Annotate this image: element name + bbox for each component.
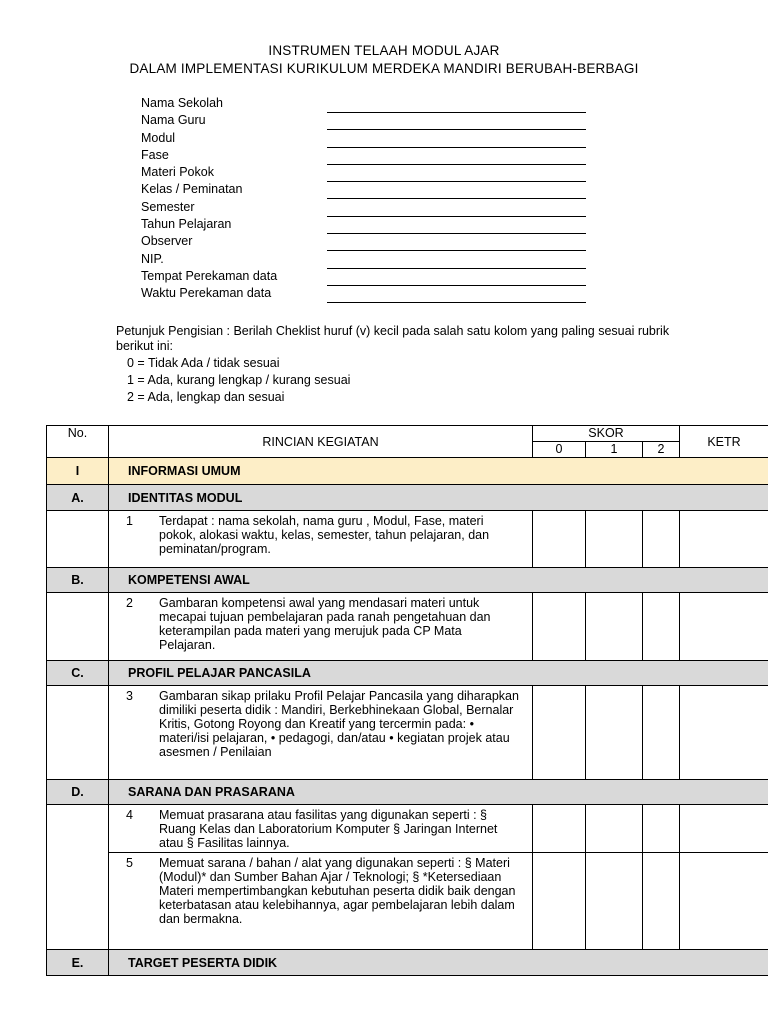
field-label: Semester (141, 199, 195, 214)
ketr-cell[interactable] (680, 853, 768, 950)
fill-line[interactable] (327, 147, 586, 148)
fill-line[interactable] (327, 216, 586, 217)
field-label: Tempat Perekaman data (141, 268, 278, 283)
score-cell-1[interactable] (586, 853, 643, 950)
field-label: Nama Sekolah (141, 96, 223, 110)
item-number: 5 (126, 856, 133, 870)
score-cell-0[interactable] (533, 853, 586, 950)
section-title: PROFIL PELAJAR PANCASILA (109, 661, 768, 686)
section-code: C. (47, 661, 109, 686)
score-cell-1[interactable] (586, 593, 643, 661)
item-text: Gambaran kompetensi awal yang mendasari materi untuk mecapai tujuan pembelajaran pada ranah pengetahuan dan keterampilan pada materi yang merujuk pada CP Mata Pelajaran. (159, 596, 491, 652)
item-number: 2 (126, 596, 133, 610)
rubric-table (46, 425, 768, 976)
score-cell-1[interactable] (586, 805, 643, 853)
field-label: Waktu Perekaman data (141, 286, 272, 301)
ketr-cell[interactable] (680, 686, 768, 780)
section-code: D. (47, 780, 109, 805)
field-label: Observer (141, 234, 193, 249)
field-label: Materi Pokok (141, 165, 214, 180)
field-label: Kelas / Peminatan (141, 182, 243, 197)
score-cell-1[interactable] (586, 511, 643, 568)
fill-line[interactable] (327, 285, 586, 286)
section-code: I (47, 458, 109, 485)
scale-2: 2 = Ada, lengkap dan sesuai (127, 390, 285, 404)
section-code: A. (47, 485, 109, 511)
section-row-D (47, 780, 768, 805)
item-number: 3 (126, 689, 133, 703)
table-row-item-5 (47, 853, 768, 950)
section-row-A (47, 485, 768, 511)
score-cell-2[interactable] (643, 853, 680, 950)
header-no: No. (47, 426, 109, 458)
ketr-cell[interactable] (680, 593, 768, 661)
table-row-item-1 (47, 511, 768, 568)
item-number: 4 (126, 808, 133, 822)
fill-line[interactable] (327, 250, 586, 251)
header-ketr: KETR (680, 426, 768, 458)
header-rincian: RINCIAN KEGIATAN (109, 426, 533, 458)
section-row-C (47, 661, 768, 686)
header-skor-0: 0 (533, 442, 586, 458)
score-cell-0[interactable] (533, 593, 586, 661)
field-label: NIP. (141, 251, 164, 266)
header-skor: SKOR (533, 426, 680, 442)
table-row-item-3 (47, 686, 768, 780)
item-text: Gambaran sikap prilaku Profil Pelajar Pancasila yang diharapkan dimiliki peserta didik : Mandiri, Berkebhinekaan Global, Bernalar Kritis, Gotong Royong dan Kreatif yang tercermin pada: • materi/isi pelajaran, • pedagogi, dan/atau • kegiatan projek atau asesmen / Penilaian (159, 689, 519, 759)
score-cell-0[interactable] (533, 805, 586, 853)
scale-1: 1 = Ada, kurang lengkap / kurang sesuai (127, 373, 351, 387)
document-title: INSTRUMEN TELAAH MODUL AJAR (268, 43, 500, 58)
section-code: E. (47, 950, 109, 976)
section-row-E (47, 950, 768, 976)
ketr-cell[interactable] (680, 805, 768, 853)
table-row-item-4 (47, 805, 768, 853)
fill-line[interactable] (327, 198, 586, 199)
fill-line[interactable] (327, 129, 586, 130)
field-label: Modul (141, 130, 176, 145)
section-code: B. (47, 568, 109, 593)
item-text: Memuat sarana / bahan / alat yang digunakan seperti : § Materi (Modul)* dan Sumber Bahan Ajar / Teknologi; § *Ketersediaan Materi mempertimbangkan kebutuhan peserta didik baik dengan keterbatasan atau kelebihannya, agar pembelajaran lebih dalam dan bermakna. (159, 856, 516, 926)
header-skor-2: 2 (643, 442, 680, 458)
header-skor-1: 1 (586, 442, 643, 458)
fill-line[interactable] (327, 164, 586, 165)
score-cell-2[interactable] (643, 805, 680, 853)
score-cell-2[interactable] (643, 686, 680, 780)
document-subtitle: DALAM IMPLEMENTASI KURIKULUM MERDEKA MANDIRI BERUBAH-BERBAGI (129, 61, 639, 76)
item-text: Memuat prasarana atau fasilitas yang digunakan seperti : § Ruang Kelas dan Laboratorium Komputer § Jaringan Internet atau § Fasilitas lainnya. (159, 808, 498, 850)
field-label: Fase (141, 147, 169, 162)
section-title: TARGET PESERTA DIDIK (109, 950, 768, 976)
item-number: 1 (126, 514, 133, 528)
fill-line[interactable] (327, 181, 586, 182)
fill-line[interactable] (327, 302, 586, 303)
section-title: INFORMASI UMUM (109, 458, 768, 485)
instructions-text: Petunjuk Pengisian : Berilah Cheklist huruf (v) kecil pada salah satu kolom yang paling sesuai rubrik berikut ini: (116, 324, 670, 353)
score-cell-2[interactable] (643, 511, 680, 568)
ketr-cell[interactable] (680, 511, 768, 568)
section-title: KOMPETENSI AWAL (109, 568, 768, 593)
field-label: Nama Guru (141, 113, 206, 128)
section-row-B (47, 568, 768, 593)
field-label: Tahun Pelajaran (141, 217, 232, 232)
score-cell-0[interactable] (533, 686, 586, 780)
section-title: SARANA DAN PRASARANA (109, 780, 768, 805)
scale-0: 0 = Tidak Ada / tidak sesuai (127, 356, 280, 370)
table-row-item-2 (47, 593, 768, 661)
score-cell-2[interactable] (643, 593, 680, 661)
section-row-I (47, 458, 768, 485)
score-cell-1[interactable] (586, 686, 643, 780)
section-title: IDENTITAS MODUL (109, 485, 768, 511)
score-cell-0[interactable] (533, 511, 586, 568)
fill-line[interactable] (327, 233, 586, 234)
fill-line[interactable] (327, 112, 586, 113)
item-text: Terdapat : nama sekolah, nama guru , Modul, Fase, materi pokok, alokasi waktu, kelas, semester, tahun pelajaran, dan peminatan/program. (159, 514, 490, 556)
fill-line[interactable] (327, 268, 586, 269)
